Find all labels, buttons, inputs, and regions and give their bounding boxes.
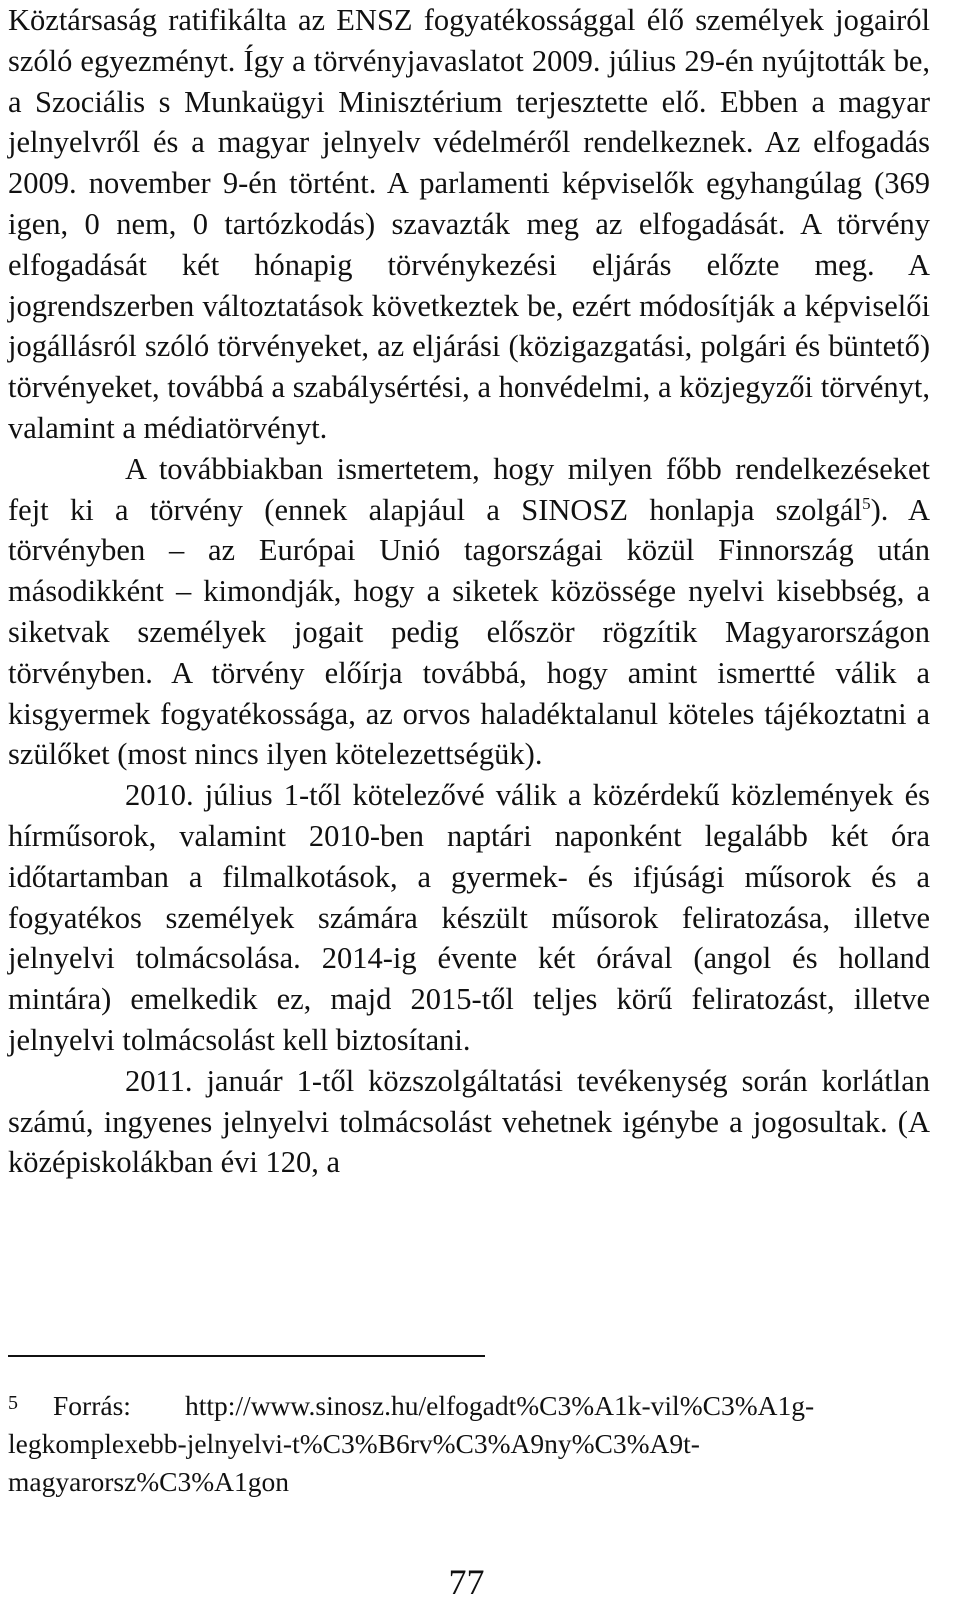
footnote — [8, 1384, 930, 1501]
footnote-divider — [8, 1355, 485, 1357]
paragraph-1: Köztársaság ratifikálta az ENSZ fogyatékossággal élő személyek jogairól szóló egyezményt. Így a törvényjavaslatot 2009. július 29-én nyújtották be, a Szociális s Munkaügyi Minisztérium terjesztette elő. Ebben a magyar jelnyelvről és a magyar jelnyelv védelméről rendelkeznek. Az elfogadás 2009. november 9-én történt. A parlamenti képviselők egyhangúlag (369 igen, 0 nem, 0 tartózkodás) szavazták meg az elfogadását. A törvény elfogadását két hónapig törvénykezési eljárás előzte meg. A jogrendszerben változtatások következtek be, ezért módosítják a képviselői jogállásról szóló törvényeket, az eljárási (közigazgatási, polgári és büntető) törvényeket, továbbá a szabálysértési, a honvédelmi, a közjegyzői törvényt, valamint a médiatörvényt. — [8, 3, 930, 445]
paragraph-2-text-a: A továbbiakban ismertetem, hogy milyen főbb rendelkezéseket fejt ki a törvény (ennek alapjául a SINOSZ honlapja szolgál — [8, 451, 930, 527]
footnote-url-line-1: http://www.sinosz.hu/elfogadt%C3%A1k-vil%C3%A1g- — [185, 1390, 815, 1421]
paragraph-4: 2011. január 1-től közszolgáltatási tevékenység során korlátlan számú, ingyenes jelnyelvi tolmácsolást vehetnek igénybe a jogosultak. (A középiskolákban évi 120, a — [8, 1063, 930, 1180]
footnote-label: Forrás: — [53, 1390, 131, 1421]
main-text — [8, 0, 930, 1183]
footnote-url-line-3: magyarorsz%C3%A1gon — [8, 1466, 290, 1497]
footnote-number: 5 — [8, 1392, 18, 1414]
page-number: 77 — [448, 1562, 485, 1602]
paragraph-3: 2010. július 1-től kötelezővé válik a közérdekű közlemények és hírműsorok, valamint 2010-ben naptári naponként legalább két óra időtartamban a filmalkotások, a gyermek- és ifjúsági műsorok és a fogyatékos személyek számára készült műsorok feliratozása, illetve jelnyelvi tolmácsolása. 2014-ig évente két órával (angol és holland mintára) emelkedik ez, majd 2015-től teljes körű feliratozást, illetve jelnyelvi tolmácsolást kell biztosítani. — [8, 778, 930, 1057]
footnote-first-line — [8, 1384, 930, 1425]
footnote-reference: 5 — [862, 493, 871, 513]
paragraph-2-text-b: ). A törvényben – az Európai Unió tagországai közül Finnország után másodikként – kimondják, hogy a siketek közössége nyelvi kisebbség, a siketvak személyek jogait pedig először rögzítik Magyarországon törvényben. A törvény előírja továbbá, hogy amint ismertté válik a kisgyermek fogyatékossága, az orvos haladéktalanul köteles tájékoztatni a szülőket (most nincs ilyen kötelezettségük). — [8, 492, 930, 772]
footnote-url-line-2: legkomplexebb-jelnyelvi-t%C3%B6rv%C3%A9ny%C3%A9t- — [8, 1428, 700, 1459]
page — [8, 0, 930, 1183]
paragraph-2 — [8, 449, 930, 775]
